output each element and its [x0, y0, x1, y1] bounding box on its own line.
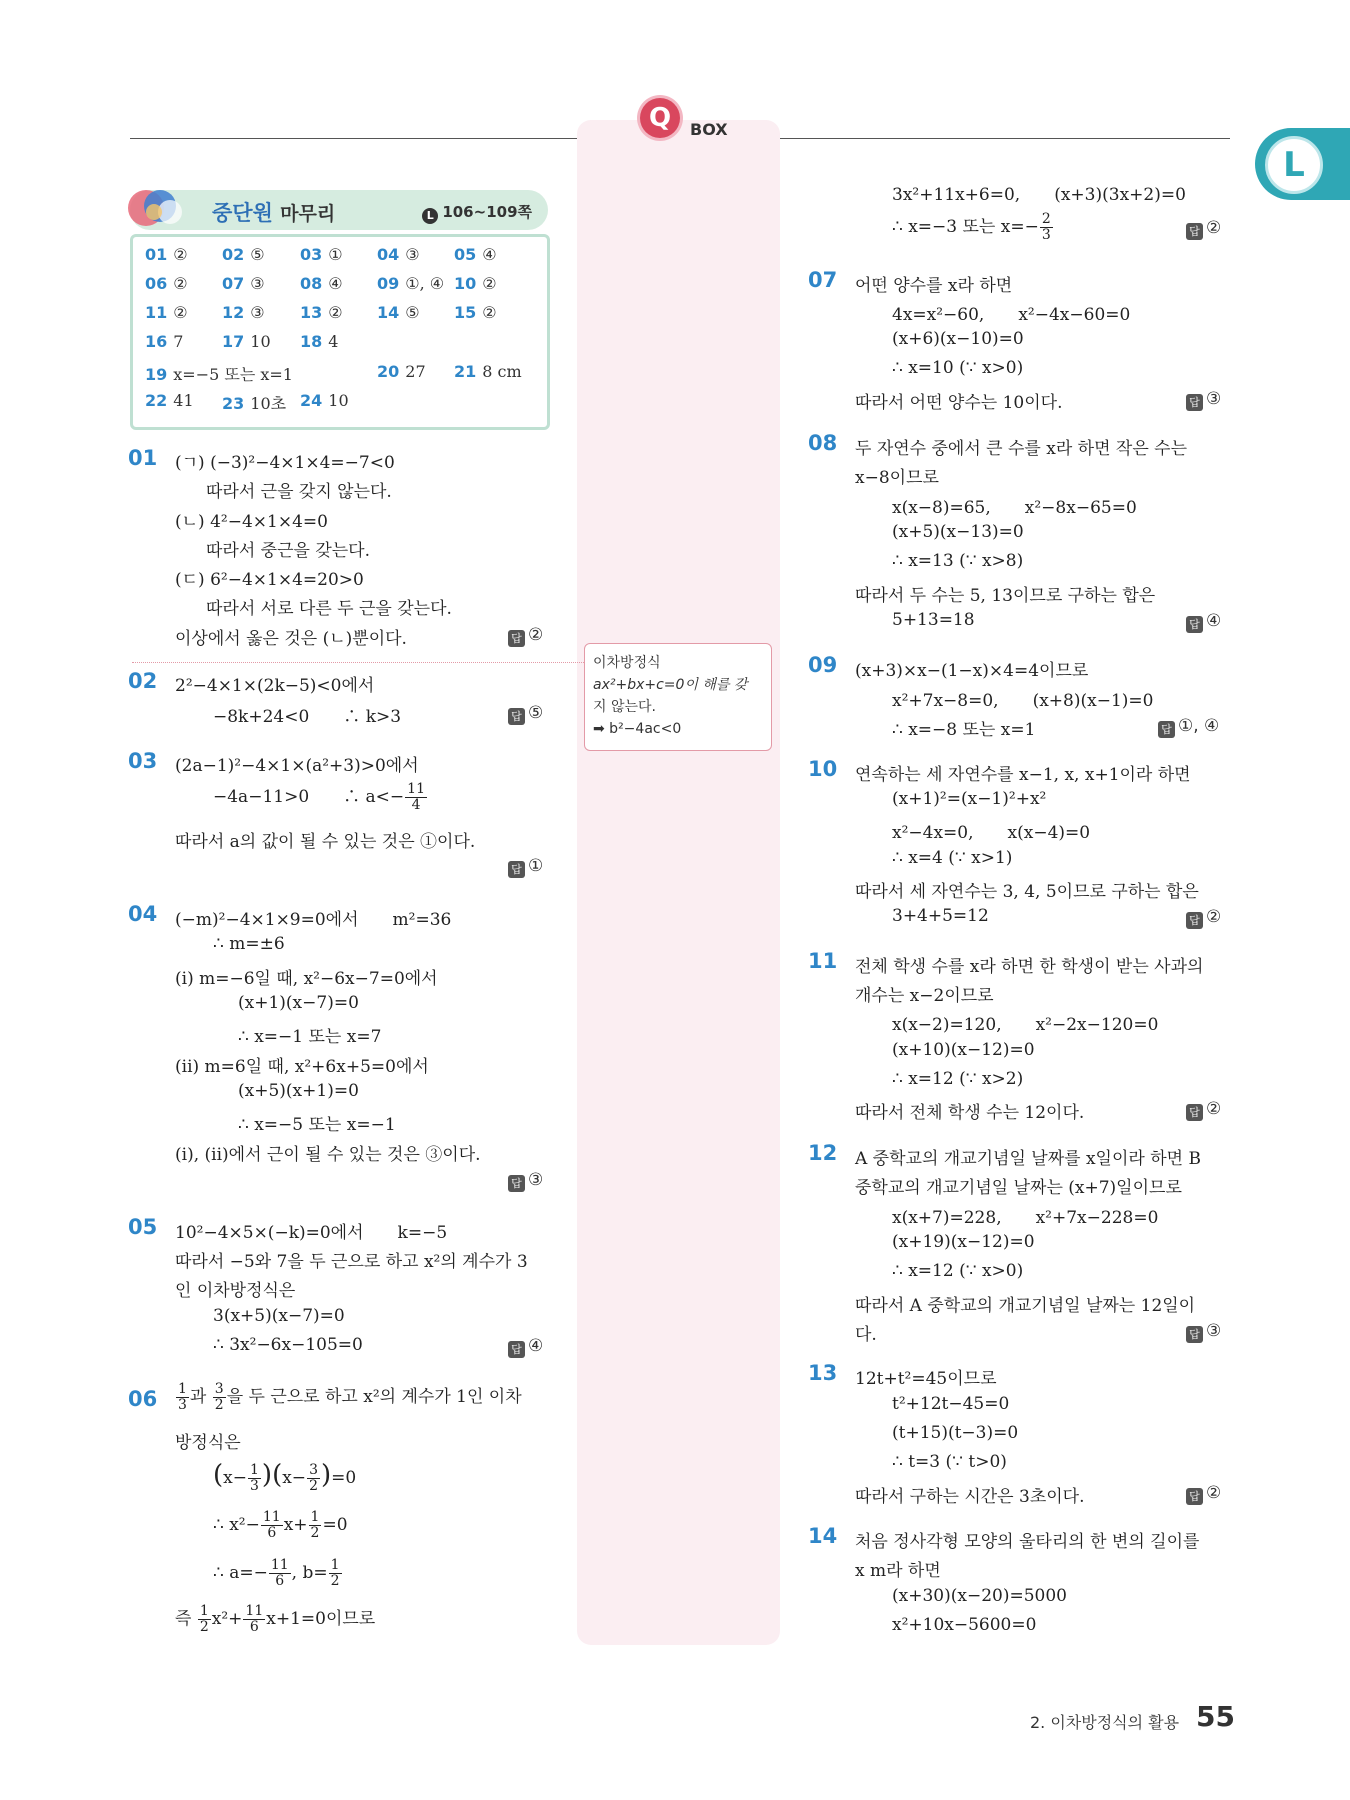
p04-line: (ii) m=6일 때, x²+6x+5=0에서 [175, 1057, 429, 1077]
p05-answer-value: ④ [528, 1336, 544, 1356]
answer-key-item [454, 245, 497, 264]
p12-answer-value: ③ [1206, 1321, 1222, 1341]
p06-eq: ∴ a=− [213, 1563, 268, 1583]
p11-line: 전체 학생 수를 x라 하면 한 학생이 받는 사과의 [855, 957, 1204, 977]
p07-line: 따라서 어떤 양수는 10이다. [855, 393, 1063, 413]
p06-line [213, 1510, 348, 1541]
p07-line: (x+6)(x−10)=0 [892, 329, 1024, 349]
p12-line: A 중학교의 개교기념일 날짜를 x일이라 하면 B [855, 1149, 1201, 1169]
p08-line: 따라서 두 수는 5, 13이므로 구하는 합은 [855, 586, 1156, 606]
frac-den: 2 [309, 1478, 318, 1494]
p11-line: x(x−2)=120, x²−2x−120=0 [892, 1015, 1159, 1035]
qbox-label: BOX [690, 120, 728, 139]
answer-icon: 답 [508, 630, 525, 647]
answer-key-number: 15 [454, 303, 477, 322]
p06c-line: 3x²+11x+6=0, (x+3)(3x+2)=0 [892, 185, 1186, 205]
answer-key-value: ② [328, 303, 343, 322]
p05-line: 인 이차방정식은 [175, 1281, 296, 1301]
answer-key-value: ④ [328, 274, 343, 293]
answer-key-item [377, 362, 426, 381]
p14-line: 처음 정사각형 모양의 울타리의 한 변의 길이를 [855, 1532, 1200, 1552]
review-title [212, 197, 335, 227]
p06-eq: =0 [331, 1468, 357, 1488]
answer-key-value: ② [173, 274, 188, 293]
p11-answer [1186, 1099, 1221, 1121]
answer-icon: 답 [1186, 1488, 1203, 1505]
p01-line: 이상에서 옳은 것은 (ㄴ)뿐이다. [175, 629, 407, 649]
answer-icon: 답 [508, 708, 525, 725]
problem-14-number: 14 [808, 1524, 838, 1548]
p08-line: 5+13=18 [892, 610, 975, 630]
answer-key-value: ④ [482, 245, 497, 264]
problem-13-number: 13 [808, 1361, 838, 1385]
frac-num: 11 [270, 1557, 289, 1573]
p12-line: 중학교의 개교기념일 날짜는 (x+7)일이므로 [855, 1178, 1182, 1198]
p11-line: ∴ x=12 (∵ x>2) [892, 1069, 1024, 1089]
answer-key-item [145, 332, 183, 351]
frac-num: 11 [407, 781, 425, 797]
answer-key-number: 24 [300, 391, 323, 410]
problem-09-number: 09 [808, 653, 838, 677]
p13-answer [1186, 1483, 1221, 1505]
p10-line: 따라서 세 자연수는 3, 4, 5이므로 구하는 합은 [855, 882, 1199, 902]
frac-num: 11 [245, 1603, 264, 1619]
answer-key-value: ② [173, 303, 188, 322]
note-connector [132, 662, 584, 663]
answer-key-item [145, 362, 293, 385]
answer-icon: 답 [508, 861, 525, 878]
p08-answer [1186, 611, 1221, 633]
p06-line [175, 1382, 522, 1413]
answer-key-value: ② [482, 274, 497, 293]
paren: ) [320, 1460, 332, 1490]
p11-line: 따라서 전체 학생 수는 12이다. [855, 1103, 1085, 1123]
frac-den: 4 [411, 797, 421, 813]
answer-key-number: 16 [145, 332, 168, 351]
answer-key-value: ①, ④ [405, 274, 445, 293]
p11-line: 개수는 x−2이므로 [855, 986, 994, 1006]
frac-den: 6 [275, 1573, 285, 1589]
p01-line: (ㄱ) (−3)²−4×1×4=−7<0 [175, 453, 395, 473]
fraction [243, 1604, 265, 1635]
answer-key-number: 01 [145, 245, 168, 264]
p07-answer [1186, 389, 1221, 411]
problem-06-number: 06 [128, 1387, 158, 1411]
problem-03-number: 03 [128, 749, 158, 773]
answer-key-item [300, 303, 343, 322]
answer-key-item [222, 391, 286, 414]
answer-key-value: 10 [328, 391, 349, 410]
answer-key-number: 04 [377, 245, 400, 264]
frac-num: 1 [250, 1462, 259, 1478]
answer-key-value: 4 [328, 332, 339, 351]
frac-den: 6 [267, 1525, 277, 1541]
answer-key-value: ③ [405, 245, 420, 264]
frac-den: 3 [250, 1478, 259, 1494]
p03-ineq: −4a−11>0 ∴ a<− [213, 787, 405, 807]
p02-answer-value: ⑤ [528, 703, 544, 723]
p06-text: 을 두 근으로 하고 x²의 계수가 1인 이차 [226, 1387, 522, 1407]
answer-key-value: ③ [250, 274, 265, 293]
answer-key-item [222, 245, 265, 264]
fraction [176, 1382, 189, 1413]
p06-eq: x+ [283, 1515, 308, 1535]
p07-answer-value: ③ [1206, 389, 1222, 409]
qbox-logo [640, 98, 780, 146]
p08-line: (x+5)(x−13)=0 [892, 522, 1024, 542]
answer-key-value: 8 cm [482, 362, 522, 381]
answer-key-item [145, 391, 194, 410]
p07-line: 4x=x²−60, x²−4x−60=0 [892, 305, 1131, 325]
frac-num: 1 [310, 1509, 320, 1525]
answer-key-item [300, 274, 343, 293]
answer-key-number: 13 [300, 303, 323, 322]
p06-x: x− [282, 1468, 307, 1488]
review-title-sub: 마무리 [280, 203, 336, 225]
answer-key-item [454, 362, 522, 381]
problem-11-number: 11 [808, 949, 838, 973]
answer-key-item [145, 303, 188, 322]
p05-line: ∴ 3x²−6x−105=0 [213, 1335, 363, 1355]
p06-eq: 즉 [175, 1609, 192, 1629]
answer-icon: 답 [1186, 1326, 1203, 1343]
p06-eq: x+1=0이므로 [266, 1609, 376, 1629]
p09-line: ∴ x=−8 또는 x=1 [892, 720, 1036, 740]
problem-10-number: 10 [808, 757, 838, 781]
p09-answer [1158, 716, 1219, 738]
answer-key-item [454, 303, 497, 322]
p10-line: 연속하는 세 자연수를 x−1, x, x+1이라 하면 [855, 765, 1191, 785]
p12-line: x(x+7)=228, x²+7x−228=0 [892, 1208, 1159, 1228]
answer-key-value: ② [482, 303, 497, 322]
p12-answer [1186, 1321, 1221, 1343]
answer-key-value: 10초 [250, 394, 287, 413]
paren: )( [261, 1460, 283, 1490]
answer-key-item [222, 274, 265, 293]
p10-line: x²−4x=0, x(x−4)=0 [892, 823, 1091, 843]
answer-key-item [377, 274, 444, 293]
answer-key-value: ⑤ [250, 245, 265, 264]
review-pages [422, 201, 532, 224]
p13-line: ∴ t=3 (∵ t>0) [892, 1452, 1007, 1472]
answer-key-item [300, 245, 343, 264]
p06-text: 과 [189, 1387, 207, 1407]
answer-key-item [145, 274, 188, 293]
fraction [405, 782, 427, 813]
top-rule-right [780, 138, 1230, 139]
answer-key-number: 23 [222, 394, 245, 413]
frac-den: 2 [310, 1525, 320, 1541]
answer-key-value: 41 [173, 391, 194, 410]
p12-line: 다. [855, 1325, 877, 1345]
p06c-eq: ∴ x=−3 또는 x=− [892, 217, 1039, 237]
p04-line: ∴ m=±6 [213, 934, 285, 954]
p03-line: (2a−1)²−4×1×(a²+3)>0에서 [175, 756, 419, 776]
p01-line: 따라서 중근을 갖는다. [206, 541, 371, 561]
top-rule-left [130, 138, 577, 139]
problem-05-number: 05 [128, 1215, 158, 1239]
problem-04-number: 04 [128, 902, 158, 926]
frac-den: 3 [178, 1397, 187, 1413]
p06-line [213, 1558, 343, 1589]
review-deco-icon [126, 182, 188, 234]
answer-key-item [222, 303, 265, 322]
p04-line: (−m)²−4×1×9=0에서 m²=36 [175, 910, 452, 930]
footer-chapter: 2. 이차방정식의 활용 [1030, 1713, 1180, 1732]
frac-den: 3 [1041, 227, 1051, 243]
answer-key-number: 22 [145, 391, 168, 410]
fraction [1040, 212, 1053, 243]
p11-line: (x+10)(x−12)=0 [892, 1040, 1035, 1060]
problem-02-number: 02 [128, 669, 158, 693]
fraction [248, 1463, 261, 1494]
p04-line: (i), (ii)에서 근이 될 수 있는 것은 ③이다. [175, 1145, 481, 1165]
qbox-icon: Q [640, 98, 680, 138]
p02-line: −8k+24<0 ∴ k>3 [213, 707, 402, 727]
p01-line: 따라서 근을 갖지 않는다. [206, 482, 392, 502]
p04-line: (x+5)(x+1)=0 [238, 1081, 359, 1101]
answer-key-item [300, 391, 349, 410]
p08-line: ∴ x=13 (∵ x>8) [892, 551, 1024, 571]
p01-answer-value: ② [528, 625, 544, 645]
p14-line: (x+30)(x−20)=5000 [892, 1586, 1067, 1606]
chapter-side-tab [1255, 128, 1350, 200]
review-header [130, 190, 548, 230]
p06-eq: =0 [322, 1515, 348, 1535]
frac-den: 2 [199, 1619, 209, 1635]
p03-line: 따라서 a의 값이 될 수 있는 것은 ①이다. [175, 832, 476, 852]
p03-line [213, 782, 428, 813]
answer-key-number: 08 [300, 274, 323, 293]
answer-key-item [454, 274, 497, 293]
answer-key-number: 02 [222, 245, 245, 264]
frac-num: 3 [214, 1381, 224, 1397]
answer-icon: 답 [1186, 616, 1203, 633]
p04-line: (x+1)(x−7)=0 [238, 993, 359, 1013]
frac-num: 1 [330, 1557, 340, 1573]
note-line-4: ➡ b²−4ac<0 [593, 721, 682, 737]
frac-den: 2 [330, 1573, 340, 1589]
answer-key-number: 19 [145, 365, 168, 384]
answer-key-number: 07 [222, 274, 245, 293]
p07-line: ∴ x=10 (∵ x>0) [892, 358, 1024, 378]
qbox-note [584, 643, 772, 751]
p09-answer-value: ①, ④ [1178, 716, 1220, 736]
p05-line: 따라서 −5와 7을 두 근으로 하고 x²의 계수가 3 [175, 1252, 528, 1272]
p05-line: 3(x+5)(x−7)=0 [213, 1306, 345, 1326]
p01-line: (ㄷ) 6²−4×1×4=20>0 [175, 570, 364, 590]
problem-12-number: 12 [808, 1141, 838, 1165]
fraction [213, 1382, 226, 1413]
note-line-2: ax²+bx+c=0이 해를 갖 [593, 677, 748, 693]
p10-answer-value: ② [1206, 907, 1222, 927]
p07-line: 어떤 양수를 x라 하면 [855, 276, 1013, 296]
p10-line: 3+4+5=12 [892, 906, 989, 926]
frac-num: 1 [199, 1603, 209, 1619]
p06-eq: x²+ [211, 1609, 243, 1629]
p04-line: ∴ x=−5 또는 x=−1 [238, 1115, 396, 1135]
answer-key-item [145, 245, 188, 264]
p13-line: (t+15)(t−3)=0 [892, 1423, 1019, 1443]
answer-key-item [300, 332, 338, 351]
answer-icon: 답 [1186, 912, 1203, 929]
p08-line: x−8이므로 [855, 468, 939, 488]
answer-key-number: 20 [377, 362, 400, 381]
p03-answer [508, 856, 543, 878]
answer-icon: 답 [1186, 394, 1203, 411]
page-number: 55 [1196, 1700, 1235, 1733]
p06-answer [1186, 218, 1221, 240]
answer-key-number: 09 [377, 274, 400, 293]
frac-num: 1 [178, 1381, 187, 1397]
answer-key-number: 03 [300, 245, 323, 264]
p02-line: 2²−4×1×(2k−5)<0에서 [175, 676, 375, 696]
frac-num: 2 [1041, 211, 1051, 227]
answer-key-number: 10 [454, 274, 477, 293]
p06c-line [892, 212, 1054, 243]
answer-key-item [377, 303, 420, 322]
answer-key-item [222, 332, 271, 351]
p06-x: x− [223, 1468, 247, 1488]
p04-line: ∴ x=−1 또는 x=7 [238, 1027, 382, 1047]
frac-den: 2 [214, 1397, 224, 1413]
frac-num: 3 [309, 1462, 318, 1478]
p08-line: 두 자연수 중에서 큰 수를 x라 하면 작은 수는 [855, 439, 1187, 459]
answer-key-value: 27 [405, 362, 426, 381]
note-line-1: 이차방정식 [593, 655, 661, 671]
problem-01-number: 01 [128, 446, 158, 470]
answer-key-value: 7 [173, 332, 184, 351]
p11-answer-value: ② [1206, 1099, 1222, 1119]
chapter-letter-icon: L [1265, 136, 1323, 194]
p09-line: (x+3)×x−(1−x)×4=4이므로 [855, 661, 1089, 681]
problem-07-number: 07 [808, 268, 838, 292]
answer-icon: 답 [1186, 1104, 1203, 1121]
fraction [198, 1604, 211, 1635]
answer-key-number: 17 [222, 332, 245, 351]
p05-line: 10²−4×5×(−k)=0에서 k=−5 [175, 1223, 448, 1243]
p06-line: 방정식은 [175, 1433, 241, 1453]
p04-answer-value: ③ [528, 1170, 544, 1190]
answer-key-value: x=−5 또는 x=1 [173, 365, 293, 384]
review-title-main: 중단원 [212, 201, 273, 225]
p10-answer [1186, 907, 1221, 929]
p06-line [213, 1460, 356, 1494]
p06-answer-value: ② [1206, 218, 1222, 238]
p10-line: (x+1)²=(x−1)²+x² [892, 789, 1047, 809]
answer-key-value: ⑤ [405, 303, 420, 322]
p13-line: 12t+t²=45이므로 [855, 1369, 997, 1389]
answer-key-number: 12 [222, 303, 245, 322]
p04-line: (i) m=−6일 때, x²−6x−7=0에서 [175, 969, 438, 989]
review-pages-text: 106~109쪽 [442, 203, 532, 221]
p01-line: 따라서 서로 다른 두 근을 갖는다. [206, 599, 452, 619]
fraction [261, 1510, 283, 1541]
note-line-3: 지 않는다. [593, 699, 656, 715]
p06-eq: ∴ x²− [213, 1515, 260, 1535]
p12-line: 따라서 A 중학교의 개교기념일 날짜는 12일이 [855, 1296, 1196, 1316]
answer-key-value: 10 [250, 332, 271, 351]
answer-icon: 답 [508, 1175, 525, 1192]
qbox-column [577, 120, 780, 1645]
answer-icon: 답 [1186, 223, 1203, 240]
p08-line: x(x−8)=65, x²−8x−65=0 [892, 498, 1137, 518]
answer-key-number: 11 [145, 303, 168, 322]
p04-answer [508, 1170, 543, 1192]
p06-line [175, 1604, 375, 1635]
p02-answer [508, 703, 543, 725]
fraction [269, 1558, 291, 1589]
page-ref-icon: L [422, 208, 438, 224]
p13-answer-value: ② [1206, 1483, 1222, 1503]
p13-line: t²+12t−45=0 [892, 1394, 1010, 1414]
answer-key-item [377, 245, 420, 264]
p12-line: ∴ x=12 (∵ x>0) [892, 1261, 1024, 1281]
problem-08-number: 08 [808, 431, 838, 455]
fraction [309, 1510, 322, 1541]
p10-line: ∴ x=4 (∵ x>1) [892, 848, 1013, 868]
answer-key-number: 21 [454, 362, 477, 381]
paren: ( [213, 1460, 224, 1490]
p01-line: (ㄴ) 4²−4×1×4=0 [175, 512, 328, 532]
answer-key-number: 06 [145, 274, 168, 293]
answer-icon: 답 [1158, 721, 1175, 738]
p05-answer [508, 1336, 543, 1358]
p09-line: x²+7x−8=0, (x+8)(x−1)=0 [892, 691, 1154, 711]
answer-key-value: ② [173, 245, 188, 264]
p01-answer [508, 625, 543, 647]
answer-key-number: 14 [377, 303, 400, 322]
answer-icon: 답 [508, 1341, 525, 1358]
p14-line: x m라 하면 [855, 1561, 941, 1581]
p13-line: 따라서 구하는 시간은 3초이다. [855, 1487, 1085, 1507]
p12-line: (x+19)(x−12)=0 [892, 1232, 1035, 1252]
p06-eq: , b= [291, 1563, 328, 1583]
frac-num: 11 [262, 1509, 281, 1525]
frac-den: 6 [249, 1619, 259, 1635]
answer-key-number: 18 [300, 332, 323, 351]
p03-answer-value: ① [528, 856, 544, 876]
p14-line: x²+10x−5600=0 [892, 1615, 1037, 1635]
fraction [307, 1463, 320, 1494]
answer-key-value: ③ [250, 303, 265, 322]
answer-key-value: ① [328, 245, 343, 264]
p08-answer-value: ④ [1206, 611, 1222, 631]
fraction [329, 1558, 342, 1589]
answer-key-number: 05 [454, 245, 477, 264]
